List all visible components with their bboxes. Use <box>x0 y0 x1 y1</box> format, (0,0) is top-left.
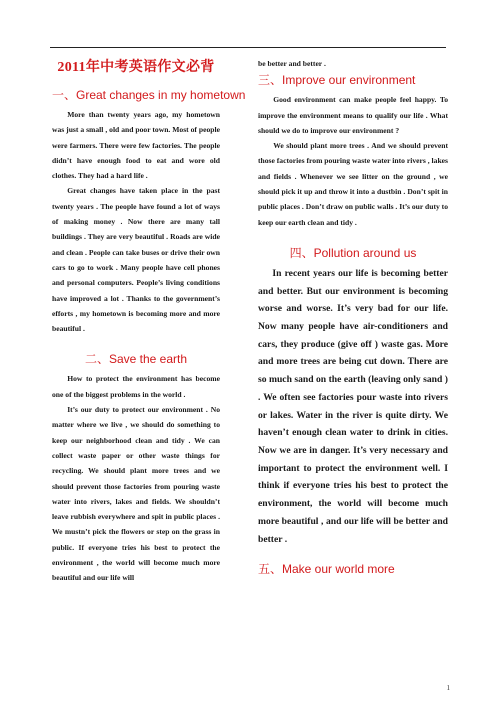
section-1-paragraph-1: More than twenty years ago, my hometown was just a small , old and poor town. Most of people were farmers. There were few factories. The people didn’t have enough food to eat and wore old clothes. They had a hard life . <box>52 110 220 181</box>
section-2-paragraph-1: How to protect the environment has become one of the biggest problems in the world . <box>52 374 220 399</box>
section-3-paragraph-1: Good environment can make people feel happy. To improve the environment means to qualify our life . What should we do to improve our environment ? <box>258 95 448 135</box>
section-4-paragraph-1: In recent years our life is becoming better and better. But our environment is becoming worse and worse. It’s very bad for our life. Now many people have air-conditioners and cars, they produce (give off ) waste gas. More and more trees are being cut down. There are so much sand on the earth (leaving only sand ) . We often see factories pour waste into rivers or lakes. Water in the river is quite dirty. We haven’t enough clean water to drink in cities. Now we are in danger. It’s very necessary and important to protect the environment well. I think if everyone tries his best to protect the environment, the world will become much more beautiful , and our life will be better and better . <box>258 267 448 545</box>
section-1-heading: 一、Great changes in my hometown <box>52 88 246 102</box>
section-2-paragraph-2: It’s our duty to protect our environment . No matter where we live , we should do something to keep our neighborhood clean and tidy . We can collect waste paper or other waste things for recycling. We should plant more trees and we should prevent those factories from pouring waste water into rivers, lakes and fields. We shouldn’t leave rubbish everywhere and spit in public places . We mustn’t pick the flowers or step on the grass in public. If everyone tries his best to protect the environment , the world will become much more beautiful and our life will <box>52 405 220 583</box>
section-3-heading: 三、Improve our environment <box>258 73 416 88</box>
section-5-heading: 五、Make our world more <box>258 562 395 577</box>
section-2-heading: 二、Save the earth <box>84 352 188 367</box>
left-column <box>52 56 246 586</box>
section-2-paragraph-3: be better and better . <box>258 59 326 68</box>
page-number: 1 <box>446 684 450 692</box>
right-column <box>258 56 448 581</box>
document-title: 2011年中考英语作文必背 <box>57 60 215 75</box>
section-1-paragraph-2: Great changes have taken place in the past twenty years . The people have found a lot of ways of making money . Now there are many tall buildings . They are very beautiful . Roads are wide and clean . People can take buses or drive their own cars to go to work . Many people have cell phones and personal computers. People’s living conditions have improved a lot . Thanks to the government’s efforts , my hometown is becoming more and more beautiful . <box>52 186 220 334</box>
section-4-heading: 四、Pollution around us <box>289 245 417 260</box>
top-rule <box>50 47 446 48</box>
section-3-paragraph-2: We should plant more trees . And we should prevent those factories from pouring waste water into rivers , lakes and fields . Whenever we see litter on the ground , we should pick it up and throw it into a dustbin . Don’t spit in public places . Don’t draw on public walls . It’s our duty to keep our earth clean and tidy . <box>258 141 448 227</box>
